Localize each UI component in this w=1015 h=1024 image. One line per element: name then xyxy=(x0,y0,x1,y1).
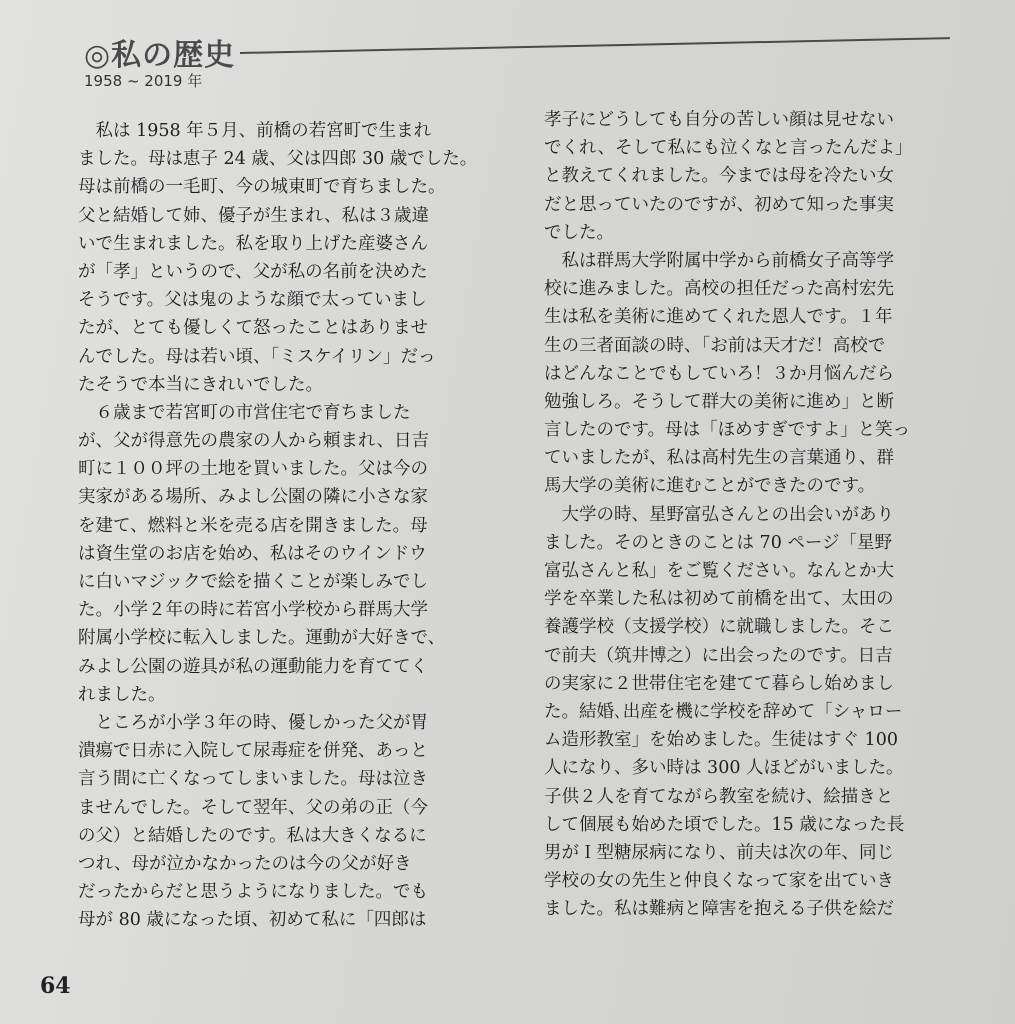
text-line: ました。私は難病と障害を抱える子供を絵だ xyxy=(544,899,894,920)
text-line: 言したのです。母は「ほめすぎですよ」と笑っ xyxy=(544,420,911,441)
text-line: 校に進みました。高校の担任だった高村宏先 xyxy=(544,279,894,300)
text-line: 大学の時、星野富弘さんとの出会いがあり xyxy=(544,504,894,525)
text-line: が「孝」というので、父が私の名前を決めた xyxy=(78,261,428,282)
text-line: ていましたが、私は高村先生の言葉通り、群 xyxy=(544,448,894,469)
text-line: 養護学校（支援学校）に就職しました。そこ xyxy=(544,617,894,638)
text-line: 人になり、多い時は 300 人ほどがいました。 xyxy=(544,758,904,779)
text-line: ました。母は恵子 24 歳、父は四郎 30 歳でした。 xyxy=(78,149,478,170)
text-line: たが、とても優しくて怒ったことはありませ xyxy=(78,318,428,339)
text-line: れました。 xyxy=(78,684,166,705)
text-line: みよし公園の遊具が私の運動能力を育ててく xyxy=(78,656,428,677)
text-line: 富弘さんと私」をご覧ください。なんとか大 xyxy=(544,561,894,581)
text-line: を建て、燃料と米を売る店を開きました。母 xyxy=(78,515,428,536)
text-line: 私は 1958 年５月、前橋の若宮町で生まれ xyxy=(78,121,432,141)
text-line: ませんでした。そして翌年、父の弟の正（今 xyxy=(78,797,428,818)
page-subtitle: 1958 ~ 2019 年 xyxy=(84,72,203,90)
left-text-column xyxy=(78,117,488,934)
right-text-column xyxy=(544,106,954,923)
text-line: たそうで本当にきれいでした。 xyxy=(78,374,323,395)
text-line: 母は前橋の一毛町、今の城東町で育ちました。 xyxy=(78,177,446,198)
text-line: 勉強しろ。そうして群大の美術に進め」と断 xyxy=(544,391,894,412)
text-line: 馬大学の美術に進むことができたのです。 xyxy=(544,476,876,497)
text-line: が、父が得意先の農家の人から頼まれ、日吉 xyxy=(78,431,430,452)
text-line: と教えてくれました。今までは母を冷たい女 xyxy=(544,166,894,187)
text-line: 私は群馬大学附属中学から前橋女子高等学 xyxy=(544,250,894,271)
text-line: ました。そのときのことは 70 ページ「星野 xyxy=(544,532,893,553)
text-line: 生の三者面談の時、「お前は天才だ！高校で xyxy=(544,335,886,356)
text-line: 母が 80 歳になった頃、初めて私に「四郎は xyxy=(78,910,427,931)
page-title: ◎私の歴史 xyxy=(84,38,236,73)
text-line: 子供２人を育てながら教室を続け、絵描きと xyxy=(544,786,894,807)
text-line: 生は私を美術に進めてくれた恩人です。１年 xyxy=(544,307,893,328)
text-line: いで生まれました。私を取り上げた産婆さん xyxy=(78,233,428,254)
text-line: んでした。母は若い頃、「ミスケイリン」だっ xyxy=(78,346,436,367)
page-number: 64 xyxy=(40,973,71,999)
text-line: 附属小学校に転入しました。運動が大好きで、 xyxy=(78,628,446,649)
text-line: でくれ、そして私にも泣くなと言ったんだよ」 xyxy=(544,138,913,159)
text-line: だったからだと思うようになりました。でも xyxy=(78,882,428,903)
text-line: でした。 xyxy=(544,222,614,243)
text-line: だと思っていたのですが、初めて知った事実 xyxy=(544,194,894,215)
text-line: 学校の女の先生と仲良くなって家を出ていき xyxy=(544,871,894,892)
text-line: た。小学２年の時に若宮小学校から群馬大学 xyxy=(78,600,428,621)
text-line: 実家がある場所、みよし公園の隣に小さな家 xyxy=(78,487,428,508)
text-line: はどんなことでもしていろ！３か月悩んだら xyxy=(544,363,894,384)
text-line: 孝子にどうしても自分の苦しい顔は見せない xyxy=(544,110,894,130)
text-line: 父と結婚して姉、優子が生まれ、私は３歳違 xyxy=(78,205,430,226)
text-line: に白いマジックで絵を描くことが楽しみでし xyxy=(78,572,428,592)
text-line: 町に１００坪の土地を買いました。父は今の xyxy=(78,459,428,480)
text-line: ６歳まで若宮町の市営住宅で育ちました xyxy=(78,402,411,423)
text-line: して個展も始めた頃でした。15 歳になった長 xyxy=(544,814,905,835)
text-line: そうです。父は鬼のような顔で太っていまし xyxy=(78,290,427,311)
text-line: つれ、母が泣かなかったのは今の父が好き xyxy=(78,853,412,874)
text-line: で前夫（筑井博之）に出会ったのです。日吉 xyxy=(544,645,893,666)
text-line: た。結婚､出産を機に学校を辞めて「シャロー xyxy=(544,701,903,722)
text-line: は資生堂のお店を始め、私はそのウインドウ xyxy=(78,543,427,564)
text-line: 潰瘍で日赤に入院して尿毒症を併発、あっと xyxy=(78,741,428,762)
text-line: 学を卒業した私は初めて前橋を出て、太田の xyxy=(544,589,894,610)
text-line: ム造形教室」を始めました。生徒はすぐ 100 xyxy=(544,730,898,751)
title-divider xyxy=(240,37,950,54)
text-line: の実家に２世帯住宅を建てて暮らし始めまし xyxy=(544,673,894,694)
text-line: の父）と結婚したのです。私は大きくなるに xyxy=(78,825,427,846)
text-line: 言う間に亡くなってしまいました。母は泣き xyxy=(78,769,428,790)
text-line: 男がＩ型糖尿病になり、前夫は次の年、同じ xyxy=(544,842,894,863)
text-line: ところが小学３年の時、優しかった父が胃 xyxy=(78,712,428,733)
